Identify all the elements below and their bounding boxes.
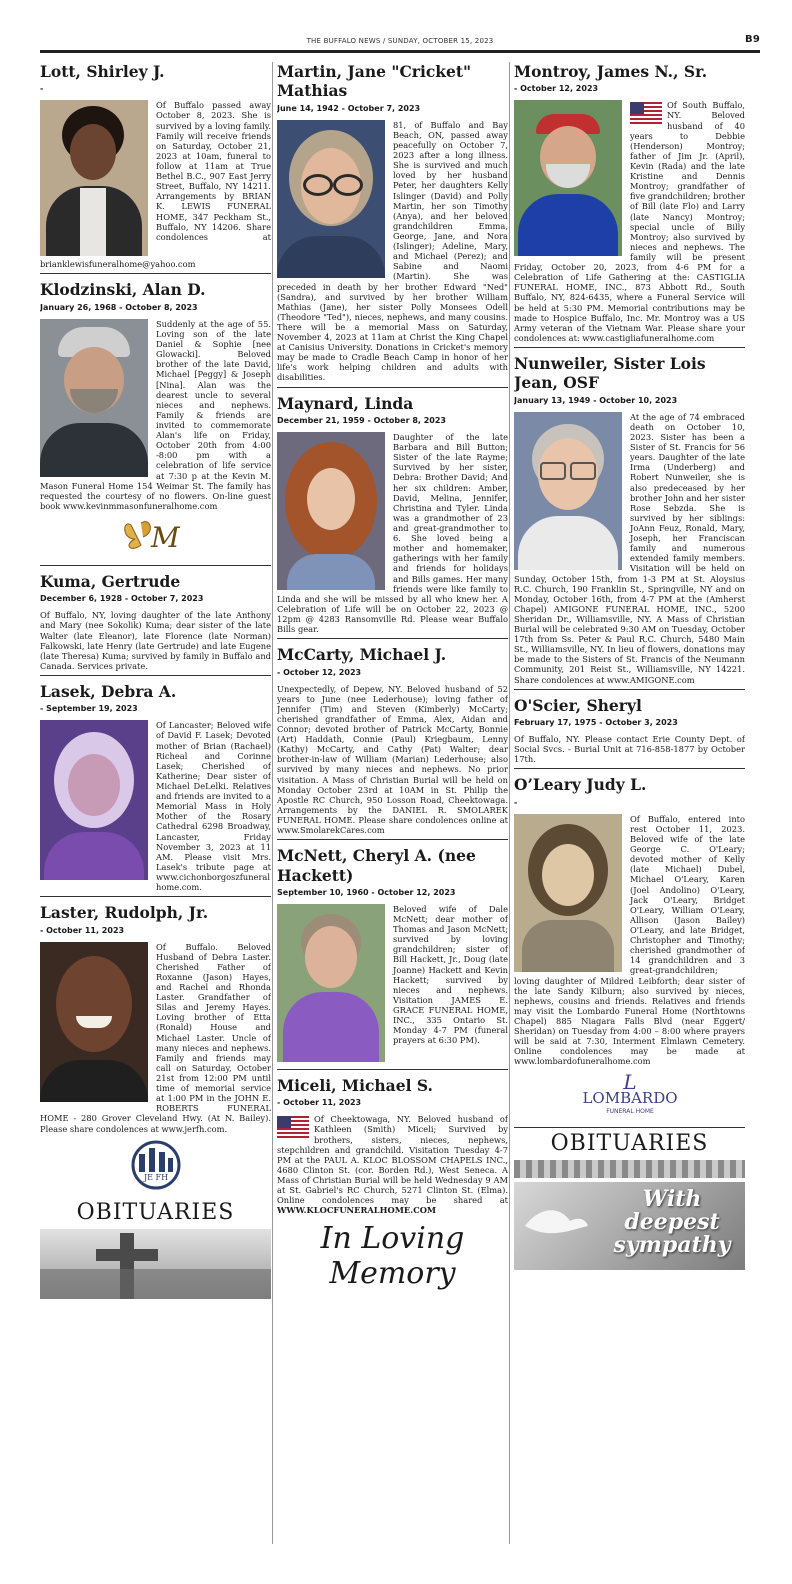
svg-text:JE FH: JE FH	[143, 1172, 168, 1182]
obituary-text: Of Buffalo, entered into rest October 11, 2023. Beloved wife of the late George C. O'Leary; devoted mother of Kelly (late Michael) Dubel, Michael O'Leary, Karen (Joel Andolino) O'Leary, Jack O'Leary, Bridget O'Leary, William O'Leary, Allison (Jason Bailey) O'Leary, and late Bridget, Christopher and Timothy; cherished grandmother of 14 grandchildren and 3 great-grandchildren; loving daughter of Mildred Leibforth; dear sister of the late Sandy Kilburn; also survived by nieces, nephews, cousins and friends. Relatives and friends may visit the Lombardo Funeral Home (Northtowns Chapel) 885 Niagara Falls Blvd (near Eggert/ Sheridan) on Tuesday from 4:00 – 8:00 where prayers will be said at 7:30, Interment Elmlawn Cemetery. Online condolences may be made at www.lombardofuneralhome.com	[514, 813, 745, 1067]
column-divider	[509, 62, 510, 1544]
obituary-name: McNett, Cheryl A. (nee Hackett)	[277, 846, 476, 885]
obituary-name: O'Scier, Sheryl	[514, 695, 642, 715]
obituary-dates: - October 11, 2023	[40, 925, 125, 935]
obituary-dates: January 26, 1968 - October 8, 2023	[40, 302, 198, 312]
obituary-text: Of Buffalo, NY, loving daughter of the late Anthony and Mary (nee Sokolik) Kuma; dear sister of the late Walter (late Eleanor), late Florence (late Norman) Falkowski, late Henry (late Gertrude) and late Eugene (late Theresa) Kuma; survived by family in Buffalo and Canada. Services private.	[40, 610, 271, 671]
obituary-name: Lott, Shirley J.	[40, 62, 165, 81]
portrait-photo	[40, 942, 148, 1102]
obituary-lasek	[40, 682, 271, 892]
divider	[514, 689, 745, 690]
obituary-name: Martin, Jane "Cricket" Mathias	[277, 62, 472, 101]
obituary-dates: - October 11, 2023	[277, 1098, 362, 1108]
obituary-dates: - October 12, 2023	[514, 84, 599, 94]
column-2	[277, 62, 508, 1544]
obituary-text: Beloved wife of Dale McNett; dear mother of Thomas and Jason McNett; survived by loving grandchildren; sister of Bill Hackett, Jr., Doug (late Joanne) Hackett and Kevin Hackett; survived by nieces and nephews. Visitation JAMES E. GRACE FUNERAL HOME, INC., 335 Ontario St. Monday 4-7 PM (funeral prayers at 6:30 PM).	[393, 903, 508, 1046]
obituary-maynard	[277, 394, 508, 635]
butterfly-logo	[40, 517, 271, 559]
paper-date: THE BUFFALO NEWS / SUNDAY, OCTOBER 15, 2023	[306, 37, 494, 45]
obituary-kuma	[40, 572, 271, 671]
obituary-dates: September 10, 1960 - October 12, 2023	[277, 887, 456, 897]
obituary-name: Nunweiler, Sister Lois Jean, OSF	[514, 354, 706, 393]
obituary-name: Maynard, Linda	[277, 393, 414, 413]
american-flag-icon	[277, 1116, 309, 1138]
portrait-photo	[277, 432, 385, 590]
obituary-text: Unexpectedly, of Depew, NY. Beloved husband of 52 years to June (nee Lederhouse); loving father of Jennifer (Tim) and Steven (Kimberly) McCarty; cherished grandfather of Emma, Alex, Aidan and Connor; devoted brother of Patrick McCarty, Bonnie (Art) Haddath, Connie (Paul) Kriegbaum, Lenny (Kathy) McCarty, and Cathy (Pat) Walter; dear brother-in-law of William (Marian) Lederhouse; also survived by many nieces and nephews. No prior visitation. A Mass of Christian Burial will be held on Monday October 23rd at 10AM in St. Philip the Apostle RC Church, 950 Losson Road, Cheektowaga. Arrangements by the DANIEL R. SMOLAREK FUNERAL HOME. Please share condolences online at www.SmolarekCares.com	[277, 683, 508, 836]
obituary-miceli	[277, 1076, 508, 1215]
obituary-dates: -	[40, 84, 44, 94]
obituary-name: Kuma, Gertrude	[40, 571, 181, 591]
svg-text:L: L	[622, 1072, 637, 1094]
face	[56, 956, 132, 1052]
obituary-klodzinski	[40, 280, 271, 510]
svg-text:LOMBARDO: LOMBARDO	[581, 1088, 678, 1107]
face	[68, 754, 120, 816]
obituary-body: Of Cheektowaga, NY. Beloved husband of Kathleen (Smith) Miceli; Survived by brothers, sisters, nieces, nephews, stepchildren and grandchild. Visitation Tuesday 4-7 PM at the PAUL A. KLOC BLOSSOM CHAPELS INC., 4680 Clinton St. (cor. Borden Rd.), West Seneca. A Mass of Christian Burial will be held Wednesday 9 AM at St. Gabriel's RC Church, 5271 Clinton St. (Elma). Online condolences may be shared at	[277, 1114, 508, 1206]
shoulders	[40, 1060, 148, 1102]
obituary-name: O’Leary Judy L.	[514, 775, 647, 795]
lombardo-logo	[514, 1073, 745, 1121]
foliage	[40, 1269, 271, 1299]
obituary-dates: January 13, 1949 - October 10, 2023	[514, 395, 678, 405]
shoulders	[287, 554, 375, 590]
divider	[40, 565, 271, 566]
divider	[277, 1069, 508, 1070]
portrait-photo	[277, 904, 385, 1062]
glasses-left	[303, 174, 333, 196]
cross-horizontal	[96, 1249, 158, 1261]
obituary-name: Montroy, James N., Sr.	[514, 62, 708, 81]
svg-text:M: M	[150, 520, 180, 554]
obituary-oscier	[514, 696, 745, 765]
obituary-dates: December 21, 1959 - October 8, 2023	[277, 415, 446, 425]
obituary-martin	[277, 62, 508, 383]
obituary-dates: - September 19, 2023	[40, 704, 138, 714]
cross-image	[40, 1229, 271, 1299]
beard	[546, 164, 590, 188]
divider	[277, 387, 508, 388]
face	[542, 844, 594, 906]
american-flag-icon	[630, 102, 662, 124]
masthead	[40, 36, 760, 48]
portrait-photo	[40, 100, 148, 256]
shoulders	[40, 423, 148, 477]
glasses-right	[570, 462, 596, 480]
obituary-lott	[40, 62, 271, 269]
column-divider	[272, 62, 273, 1544]
portrait-photo	[514, 100, 622, 256]
portrait-photo	[40, 720, 148, 880]
obituary-text: 81, of Buffalo and Bay Beach, ON, passed away peacefully on October 7, 2023 after a long illness. She is survived and much loved by her husband Peter, her daughters Kelly Islinger (David) and Polly Martin, her son Timothy (Anya), and her beloved grandchildren Emma, George, Jane, and Nora (Islinger); Adeline, Mary, and Michael (Perez); and Sabine and Naomi (Martin). She was preceded in death by her brother Edward "Ned" (Sandra), and survived by her brother William Mathias (Jane), her sister Polly Monsees Odell (Theodore "Ted"), nieces, nephews, and many cousins. There will be a memorial Mass on Saturday, November 4, 2023 at 11am at Christ the King Chapel at Canisius University. Donations in Cricket's memory may be made to Cradle Beach Camp in honor of her life's work helping children and adults with disabilities.	[277, 119, 508, 383]
divider	[514, 768, 745, 769]
foliage-strip	[514, 1160, 745, 1178]
shoulders	[277, 236, 385, 278]
obituary-text: Of Buffalo. Beloved Husband of Debra Laster. Cherished Father of Roxanne (Jason) Hayes, and Rachel and Rhonda Laster. Grandfather of Silas and Jeremy Hayes. Loving brother of Etta (Ronald) House and Michael Laster. Uncle of many nieces and nephews. Family and friends may call on Saturday, October 21st from 12:00 PM until time of memorial service at 1:00 PM in the JOHN E. ROBERTS FUNERAL HOME - 280 Grover Cleveland Hwy. (At N. Bailey). Please share condolences at www.jerfh.com.	[40, 941, 271, 1134]
obituary-name: McCarty, Michael J.	[277, 645, 447, 665]
obituary-text: Daughter of the late Barbara and Bill Button; Sister of the late Rayme; Survived by her sister, Debra: Brother David; And her six children: Amber, David, Melina, Jennifer, Christina and Tyler. Linda was a grandmother of 23 and great-grandmother to 6. She loved being a mother and homemaker, gatherings with her family and friends for holidays and Bills games. Her many friends were like family to Linda and she will be missed by all who knew her. A Celebration of Life will be on October 22, 2023 @ 12pm @ 4283 Ransomville Rd. Please wear Buffalo Bills gear.	[277, 431, 508, 635]
face	[70, 124, 116, 180]
obituary-mcnett	[277, 846, 508, 1065]
jersey	[518, 194, 618, 256]
obituary-dates: -	[514, 797, 518, 807]
portrait-photo	[514, 412, 622, 570]
obituary-name: Miceli, Michael S.	[277, 1075, 433, 1095]
obituary-text: Suddenly at the age of 55. Loving son of the late Daniel & Sophie [nee Glowacki]. Beloved brother of the late David, Michael [Peggy] & Joseph [Nina]. Alan was the dearest uncle to several nieces and nephews. Family & friends are invited to commemorate Alan's life on Friday, October 20th from 4:00 -8:00 pm with a celebration of life service at 7:30 p at the Kevin M. Mason Funeral Home 154 Weimar St. The family has requested the courtesy of no flowers. On-line guest book www.kevinmmasonfuneralhome.com	[40, 318, 271, 511]
obituary-text: Of South Buffalo, NY. Beloved husband of 40 years to Debbie (Henderson) Montroy; father of Jim Jr. (April), Kevin (Rada) and the late Kristine and Dennis Montroy; grandfather of five grandchildren; brother of Bill (late Flo) and Larry (late Nancy) Montroy; special uncle of Billy Montroy; also survived by nieces and nephews. The family will be present Friday, October 20, 2023, from 4-6 PM for a Celebration of Life Gathering at the: CASTIGLIA FUNERAL HOME, INC., 873 Abbott Rd., South Buffalo, NY, 824-6435, where a Funeral Service will be held at 5:30 PM. Memorial contributions may be made to Hospice Buffalo, Inc. Mr. Montroy was a US Army veteran of the Vietnam War. Please share your condolences at: www.castigliafuneralhome.com	[514, 100, 745, 343]
obituary-nunweiler	[514, 354, 745, 685]
obituary-mccarty	[277, 645, 508, 835]
beard	[70, 389, 118, 413]
in-loving-memory-text: In Loving Memory	[320, 1221, 465, 1292]
portrait-photo	[277, 120, 385, 278]
obituary-text: At the age of 74 embraced death on October 10, 2023. Sister has been a Sister of St. Francis for 56 years. Daughter of the late Irma (Underberg) and Robert Nunweiler, she is also predeceased by her brother John and her sister Rose Sebzda. She is survived by her siblings: JoAnn Feuz, Ronald, Mary, Joseph, her Franciscan family and numerous extended family members. Visitation will be held on Sunday, October 15th, from 1-3 PM at St. Aloysius R.C. Church, 190 Franklin St., Springville, NY and on Monday, October 16th, from 4-7 PM at the (Amherst Chapel) AMIGONE FUNERAL HOME, INC., 5200 Sheridan Dr., Williamsville, NY. A Mass of Christian Burial will be celebrated 9:30 AM on Tuesday, October 17th from Ss. Peter & Paul R.C. Church, 5480 Main St., Williamsville, NY. In lieu of flowers, donations may be made to the Sisters of St. Francis of the Neumann Community, 201 Reist St., Williamsville, NY 14221. Share condolences at www.AMIGONE.com	[514, 411, 745, 685]
face	[307, 468, 355, 530]
obituaries-heading: OBITUARIES	[550, 1130, 709, 1156]
obituary-text	[277, 1114, 508, 1215]
funeral-home-logo-icon	[125, 1140, 187, 1190]
obituary-oleary	[514, 775, 745, 1066]
shirt	[80, 188, 106, 256]
glasses-left	[540, 462, 566, 480]
obituary-link[interactable]: WWW.KLOCFUNERALHOME.COM	[277, 1205, 437, 1216]
divider	[40, 675, 271, 676]
dove-icon	[520, 1196, 590, 1256]
butterfly-icon	[121, 517, 191, 555]
obituary-montroy	[514, 62, 745, 343]
smile	[76, 1016, 112, 1028]
lombardo-logo-icon	[545, 1073, 715, 1117]
obituary-laster	[40, 903, 271, 1133]
jerfh-logo	[40, 1140, 271, 1194]
shoulders	[518, 516, 618, 570]
obituary-text: Of Buffalo passed away October 8, 2023. She is survived by a loving family. Family will receive friends on Saturday, October 21, 2023 at 10am, funeral to follow at 11am at True Bethel B.C., 907 East Jerry Street, Buffalo, NY 14211. Arrangements by BRIAN K. LEWIS FUNERAL HOME, 347 Peckham St., Buffalo, NY 14206. Share condolences at brianklewisfuneralhome@yahoo.com	[40, 100, 271, 270]
obituary-text: Of Lancaster; Beloved wife of David F. Lasek; Devoted mother of Brian (Rachael) Richeal and Corinne Lasek; Cherished of Katherine; Dear sister of Michael DeLelki. Relatives and friends are invited to a Memorial Mass in Holy Mother of the Rosary Cathedral 6298 Broadway, Lancaster, Friday November 3, 2023 at 11 AM. Please visit Mrs. Lasek's tribute page at www.cichonborgoszfuneral home.com.	[156, 720, 271, 893]
divider	[277, 839, 508, 840]
obituary-dates: February 17, 1975 - October 3, 2023	[514, 718, 678, 728]
portrait-photo	[40, 319, 148, 477]
shoulders	[44, 832, 144, 880]
in-loving-memory-banner	[277, 1221, 508, 1291]
divider	[40, 896, 271, 897]
sympathy-card	[514, 1182, 745, 1270]
obituary-dates: June 14, 1942 - October 7, 2023	[277, 103, 421, 113]
page-number: B9	[745, 34, 760, 45]
obituary-name: Klodzinski, Alan D.	[40, 280, 206, 300]
sympathy-text: With deepest sympathy	[613, 1185, 731, 1258]
shoulders	[283, 992, 379, 1062]
divider	[514, 347, 745, 348]
divider	[514, 1127, 745, 1128]
column-3	[514, 62, 745, 1544]
obituary-dates: - October 12, 2023	[277, 667, 362, 677]
obituaries-heading: OBITUARIES	[76, 1199, 235, 1225]
obituary-text: Of Buffalo, NY. Please contact Erie County Dept. of Social Svcs. - Burial Unit at 716-858-1877 by October 17th.	[514, 734, 745, 765]
svg-text:FUNERAL HOME: FUNERAL HOME	[605, 1107, 654, 1115]
column-1	[40, 62, 271, 1544]
obituary-name: Laster, Rudolph, Jr.	[40, 903, 209, 923]
divider	[277, 638, 508, 639]
obituary-name: Lasek, Debra A.	[40, 681, 177, 701]
glasses-right	[333, 174, 363, 196]
face	[305, 926, 357, 988]
obituary-dates: December 6, 1928 - October 7, 2023	[40, 594, 204, 604]
divider	[40, 273, 271, 274]
top-rule	[40, 50, 760, 53]
shoulders	[522, 920, 614, 972]
portrait-photo	[514, 814, 622, 972]
